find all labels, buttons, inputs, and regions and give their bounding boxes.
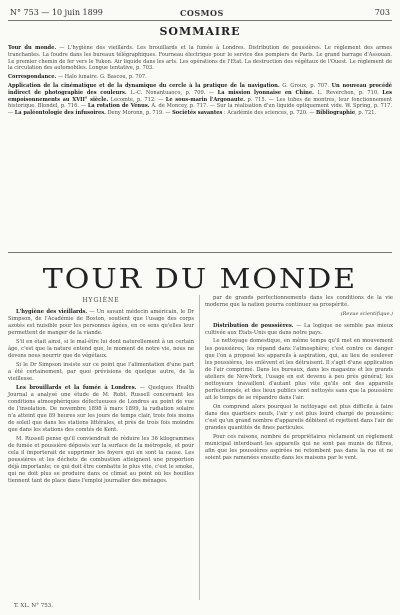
summary-block (8, 45, 392, 119)
article-paragraph (8, 309, 194, 337)
journal-name: COSMOS (180, 8, 224, 18)
article-paragraph (8, 362, 194, 383)
article-paragraph (8, 436, 194, 486)
article-text: On comprend alors pourquoi le nettoyage est plus difficile à faire dans des quartiers neufs, l'air y est plus lourd chargé de poussière; c'est qu'un grand nombre d'appareils débitent et rejettent dans l'air de grandes quantités de fines particules. (205, 403, 393, 432)
summary-heading: Le sous-marin l'Argonaute. (165, 96, 246, 103)
summary-heading: La paléontologie des infusoires. (14, 110, 106, 117)
article-text: par de grands perfectionnements dans les conditions de la vie moderne que la nation pourra continuer sa prospérité. (205, 295, 393, 309)
article-text: — Un savant médecin américain, le Dr Simpson, de l'Académie de Boston, soutient que l'usage des corps azotés est nuisible pour les personnes âgées, en ce sens qu'elles leur permettent de manger de la viande. (8, 309, 194, 337)
summary-text: Deny Moronn, p. 719. — (105, 110, 173, 117)
summary-text: p. 715. — Les tubes de montres, leur fonctionnement historique. Blondel, p. 716. — (8, 96, 393, 110)
article-text: S'il en était ainsi, si le mal-être lui dont naturellement à un certain âge, c'est que la nature entend que, le moment de notre vie, nous ne devons nous nourrir que de végétaux. (8, 338, 194, 360)
summary-text: — L'hygiène des vieillards. Les brouillards et la fumée à Londres. Distribution de poussières. Le règlement des armes tranchantes. La foudre dans les bureaux télégraphiques. Fourneau électrique pour le service des pompiers de Paris. Le grand barrage d'Assouan. Le premier chemin de fer vers le Yukon. Air liquide dans les arts. Les opérations de l'Etat. La destruction des végétaux de l'Ouest. Le règlement de la circulation des automobiles. Longue tentative, p. 703. (8, 45, 392, 72)
article-text: Le nettoyage domestique, en même temps qu'il met en mouvement les poussières, les répand dans l'atmosphère; c'est contre ce danger que l'on a proposé les appareils à aspiration, qui, au lieu de soulever les poussières, les enlèvent et les détruisent. Il s'agit d'une application de l'air comprimé. Dans les bureaux, dans les magasins et les grands ateliers de New-York, l'usage en est devenu à peu près général; les nettoyeurs travaillent d'autant plus vite qu'ils ont des appareils perfectionnés, et des lieux publics sont nettoyés sans que la poussière ait le temps de se répandre dans l'air. (205, 338, 393, 402)
summary-text: Lecomte, p. 712. — (108, 96, 166, 103)
article-paragraph (205, 404, 393, 432)
article-title: Distribution de poussières. (213, 322, 294, 329)
article-text: — Quelques Health Journal a analysé une étude de M. Robt. Russell concernant les conditions atmosphériques défectueuses de Londres au point de vue de l'insolation. De novembre 1898 à mars 1899, la radiation solaire n'a atteint que 89 heures sur les jours de temps clair, trois fois moins de soleil que dans les stations littérales, et près de trois fois moindre que dans les stations des comtés de Kent. (8, 384, 194, 434)
left-column (8, 295, 194, 487)
tour-du-monde-title: TOUR DU MONDE (42, 263, 358, 296)
article-text: Pour ces raisons, nombre de propriétaires réclament un règlement municipal interdisant les appareils qui ne sont pas munis de filtres, afin que les poussières aspirées ne retombent pas dans la rue et ne soient pas ramenées ensuite dans les maisons par le vent. (205, 433, 393, 461)
summary-heading: La rotation de Vénus. (87, 103, 150, 110)
header-rule (8, 20, 392, 21)
column-subhead: HYGIÈNE (82, 297, 120, 304)
issue-number: N° 753 — 10 juin 1899 (10, 8, 103, 17)
summary-heading: Bibliographie (316, 110, 356, 117)
article-title: L'hygiène des vieillards. (16, 309, 88, 316)
summary-text: L. Reverchon, p. 710. (313, 89, 383, 96)
summary-text: G. Groux, p. 707. (279, 82, 332, 89)
article-title: Les brouillards et la fumée à Londres. (16, 384, 137, 391)
summary-paragraph (8, 74, 392, 81)
article-paragraph (205, 323, 393, 337)
summary-rule (8, 252, 392, 253)
right-column (205, 295, 393, 464)
sommaire-title: SOMMAIRE (159, 25, 241, 38)
summary-text: — Halo lunaire. G. Bascou, p. 707. (56, 74, 147, 81)
article-paragraph (205, 338, 393, 402)
article-paragraph (205, 295, 393, 309)
summary-heading: Tour du monde. (8, 45, 57, 51)
summary-text: L.-C. Nonantuaoco, p. 709. — (126, 89, 218, 96)
article-text: M. Russell pense qu'il conviendrait de réduire les 36 kilogrammes de fumée et poussière déposés sur la surface de la métropole, et pour cela il importerait de supprimer les foyers qui en sont la cause. Les poussières et les déchets de combustion atteignent une proportion déjà importante; ce qui doit être combattu le plus vite, c'est le smoke, qui ne doit plus se produire dans ce climat au point où les houilles tiennent tant de place dans l'emploi journalier des ménages. (8, 435, 194, 485)
summary-paragraph (8, 83, 392, 117)
summary-heading: Les empoisonnements au XVII° siècle. (8, 89, 392, 103)
summary-heading: Un nouveau procédé indirect de photographie des couleurs. (8, 82, 393, 96)
running-head (10, 8, 390, 20)
summary-heading: Correspondance. (8, 74, 57, 81)
summary-text: : Académie des sciences, p. 720. — (222, 110, 316, 117)
article-text: Si le Dr Simpson insiste sur ce point que l'alimentation d'une part a été certainement, par quoi prévisions de quelque autre, de la vieillesse. (8, 361, 194, 382)
summary-paragraph (8, 45, 392, 72)
article-paragraph (8, 385, 194, 435)
column-divider (199, 295, 200, 600)
summary-heading: Application de la cinématique et de la dynamique du cercle à la pratique de la navigation. (8, 82, 280, 89)
source-citation: (Revue scientifique.) (340, 310, 393, 317)
article-paragraph (205, 434, 393, 462)
summary-heading: Sociétés savantes (172, 110, 223, 117)
summary-text: A. de Moncey, p. 717. — Sur la réalisation d'un liquide optiquement vide. W. Spring, p. 717. — (8, 103, 393, 117)
article-text: — La logique ne semble pas mieux cultivée aux Etats-Unis que dans notre pays. (205, 322, 393, 336)
page-number: 703 (374, 8, 390, 17)
summary-heading: La mission lyonnaise en Chine. (217, 89, 314, 96)
footer-volume: T. XL. N° 753. (14, 603, 53, 609)
summary-text: , p. 721. (355, 110, 377, 117)
article-paragraph (8, 339, 194, 360)
